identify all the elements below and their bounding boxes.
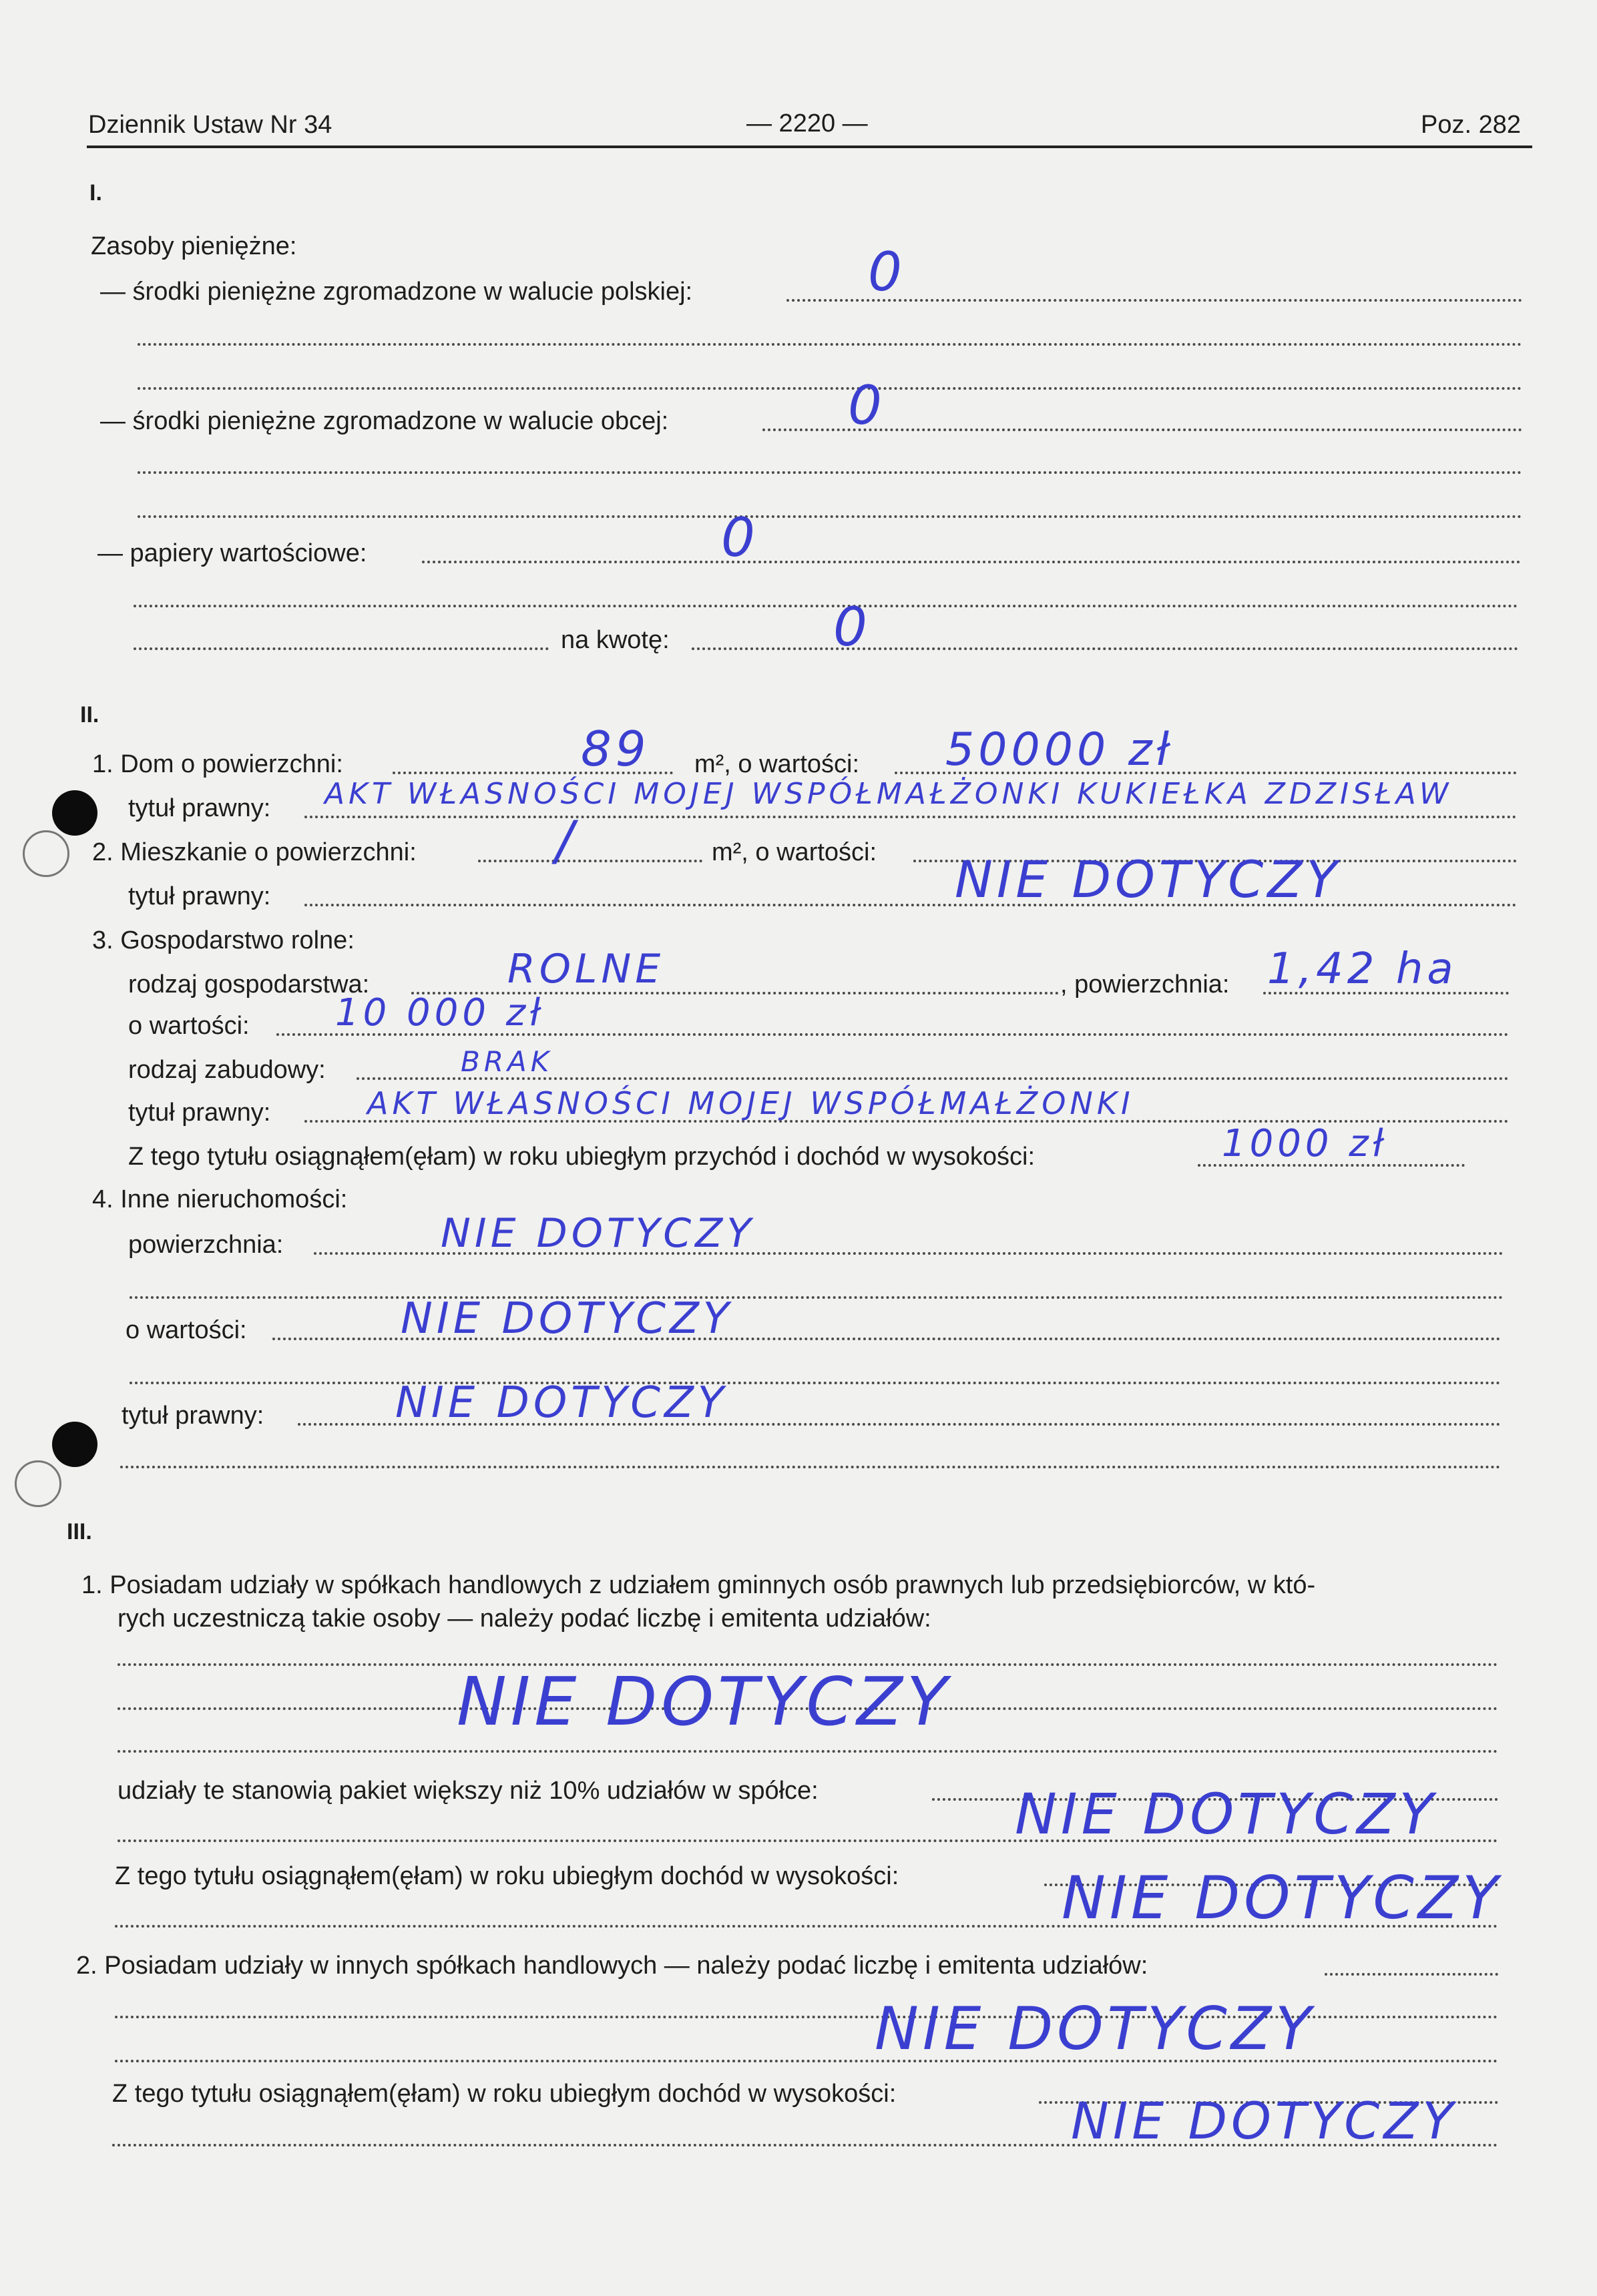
handwritten-value: AKT WŁASNOŚCI MOJEJ WSPÓŁMAŁŻONKI (367, 1085, 1134, 1121)
dotted-line (138, 515, 1522, 518)
field-label: tytuł prawny: (128, 1099, 271, 1127)
punch-hole-ring (15, 1460, 61, 1507)
handwritten-value: AKT WŁASNOŚCI MOJEJ WSPÓŁMAŁŻONKI KUKIEŁKA ZDZISŁAW (324, 777, 1453, 811)
handwritten-value: NIE DOTYCZY (401, 1294, 733, 1344)
field-label: tytuł prawny: (128, 882, 271, 910)
handwritten-value: BRAK (461, 1045, 553, 1078)
dotted-line (1325, 1973, 1498, 1976)
field-label: Z tego tytułu osiągnąłem(ęłam) w roku ubiegłym przychód i dochód w wysokości: (128, 1143, 1036, 1171)
dotted-line (478, 860, 702, 862)
field-label: tytuł prawny: (122, 1402, 264, 1430)
dotted-line (304, 816, 1517, 818)
handwritten-value: NIE DOTYCZY (1062, 1863, 1502, 1932)
question-text: 2. Posiadam udziały w innych spółkach handlowych — należy podać liczbę i emitenta udziałów: (76, 1952, 1148, 1980)
handwritten-value: 1000 zł (1222, 1122, 1387, 1165)
handwritten-value: 89 (581, 721, 650, 777)
field-label: o wartości: (126, 1316, 247, 1344)
field-label: tytuł prawny: (128, 794, 271, 822)
handwritten-value: 10 000 zł (335, 991, 545, 1035)
handwritten-value: NIE DOTYCZY (441, 1210, 755, 1257)
handwritten-value: ROLNE (507, 946, 665, 992)
field-label: — środki pieniężne zgromadzone w walucie polskiej: (100, 278, 693, 306)
field-label: o wartości: (128, 1012, 250, 1040)
field-label: m², o wartości: (712, 838, 877, 866)
handwritten-value: NIE DOTYCZY (1015, 1781, 1437, 1847)
handwritten-value: NIE DOTYCZY (875, 1994, 1315, 2063)
field-label: — papiery wartościowe: (97, 539, 367, 567)
punch-hole (52, 1422, 97, 1467)
dotted-line (422, 561, 1521, 563)
section-number: I. (89, 180, 102, 206)
dotted-line (115, 2060, 1498, 2062)
field-label: 3. Gospodarstwo rolne: (92, 926, 355, 954)
dotted-line (692, 647, 1518, 650)
handwritten-value: / (555, 810, 578, 872)
field-label: 4. Inne nieruchomości: (92, 1185, 348, 1213)
handwritten-value: NIE DOTYCZY (1071, 2091, 1457, 2150)
header-journal-title: Dziennik Ustaw Nr 34 (88, 111, 332, 139)
field-label: 2. Mieszkanie o powierzchni: (92, 838, 417, 866)
dotted-line (138, 387, 1522, 390)
punch-hole (52, 790, 97, 836)
handwritten-value: 0 (721, 507, 759, 569)
field-label: , powierzchnia: (1060, 970, 1230, 998)
field-label: Z tego tytułu osiągnąłem(ęłam) w roku ubiegłym dochód w wysokości: (112, 2080, 897, 2108)
punch-hole-ring (23, 830, 69, 877)
field-label: udziały te stanowią pakiet większy niż 10% udziałów w spółce: (118, 1777, 819, 1805)
header-position: Poz. 282 (1421, 111, 1521, 139)
section-number: II. (80, 702, 99, 728)
handwritten-value: NIE DOTYCZY (955, 850, 1341, 909)
handwritten-value: NIE DOTYCZY (457, 1663, 951, 1741)
dotted-line (118, 1750, 1498, 1753)
dotted-line (130, 1382, 1501, 1384)
question-text: 1. Posiadam udziały w spółkach handlowych z udziałem gminnych osób prawnych lub przedsiębiorców, w któ- (81, 1571, 1316, 1599)
handwritten-value: 1,42 ha (1267, 944, 1457, 994)
handwritten-value: 0 (868, 241, 906, 303)
dotted-line (134, 647, 549, 650)
field-label: m², o wartości: (694, 750, 860, 778)
question-text: rych uczestniczą takie osoby — należy podać liczbę i emitenta udziałów: (118, 1605, 931, 1633)
field-label: na kwotę: (561, 626, 670, 654)
section-title: Zasoby pieniężne: (91, 232, 297, 260)
handwritten-value: 0 (848, 374, 886, 437)
field-label: powierzchnia: (128, 1231, 284, 1259)
dotted-line (138, 471, 1522, 474)
handwritten-value: 50000 zł (945, 724, 1174, 776)
field-label: — środki pieniężne zgromadzone w walucie obcej: (100, 407, 669, 435)
handwritten-value: NIE DOTYCZY (395, 1378, 728, 1428)
field-label: rodzaj zabudowy: (128, 1056, 326, 1084)
dotted-line (134, 605, 1518, 607)
field-label: 1. Dom o powierzchni: (92, 750, 343, 778)
dotted-line (120, 1466, 1501, 1468)
handwritten-value: 0 (833, 596, 871, 658)
dotted-line (138, 343, 1522, 346)
header-rule (87, 146, 1532, 148)
section-number: III. (67, 1519, 92, 1544)
dotted-line (130, 1296, 1504, 1299)
field-label: Z tego tytułu osiągnąłem(ęłam) w roku ubiegłym dochód w wysokości: (115, 1862, 899, 1890)
header-page-number: — 2220 — (746, 109, 868, 137)
field-label: rodzaj gospodarstwa: (128, 970, 370, 998)
